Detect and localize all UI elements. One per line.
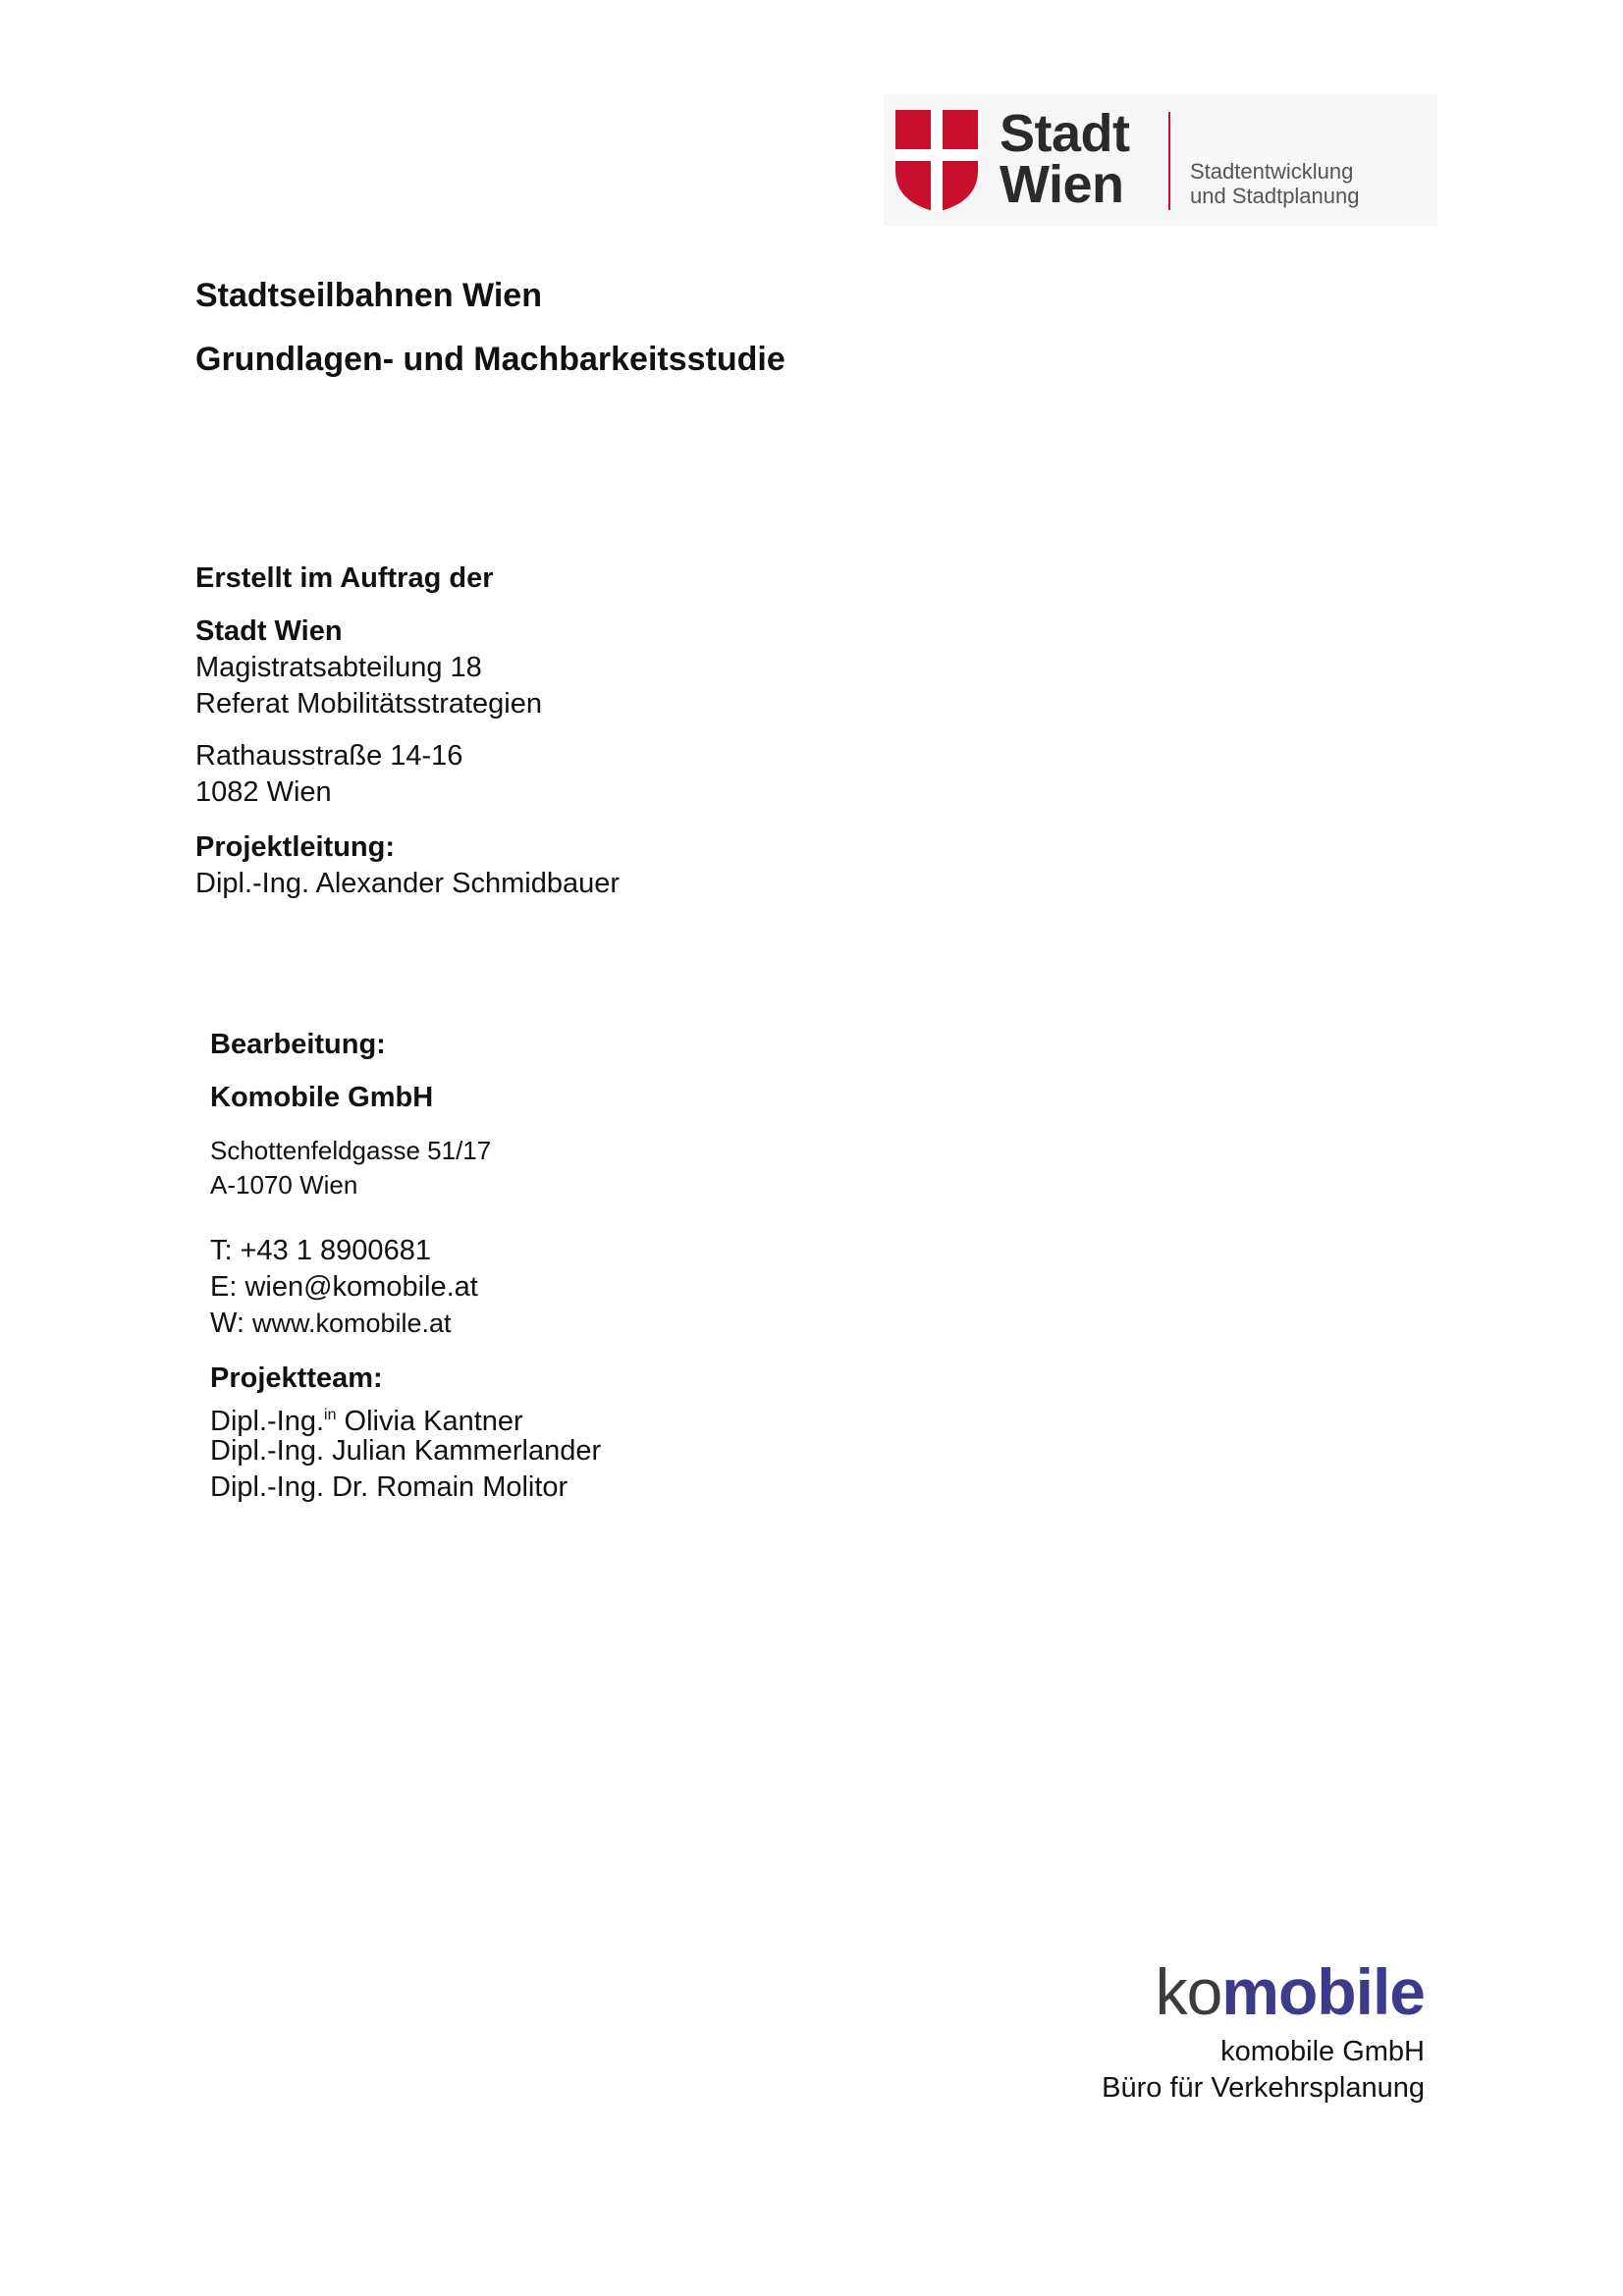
- logo-dept-line2: und Stadtplanung: [1190, 184, 1360, 208]
- team-member-title: Dipl.-Ing.: [210, 1406, 325, 1437]
- komobile-logo-part1: ko: [1155, 1955, 1222, 2028]
- komobile-logo: [1156, 1957, 1425, 2026]
- client-heading: Erstellt im Auftrag der: [195, 562, 494, 594]
- contractor-email: E: wien@komobile.at: [210, 1271, 478, 1303]
- client-city: 1082 Wien: [195, 776, 332, 808]
- logo-divider: [1168, 112, 1170, 210]
- komobile-company: komobile GmbH: [1220, 2036, 1425, 2067]
- logo-city-line1: Stadt: [1000, 104, 1130, 163]
- komobile-tagline: Büro für Verkehrsplanung: [1102, 2072, 1425, 2104]
- project-team-label: Projektteam:: [210, 1362, 383, 1394]
- vienna-shield-icon: [895, 110, 978, 212]
- contractor-web-prefix: W:: [210, 1308, 252, 1339]
- komobile-logo-part2: mobile: [1221, 1955, 1425, 2028]
- logo-city-name: [1000, 104, 1130, 214]
- contractor-heading: Bearbeitung:: [210, 1029, 386, 1060]
- team-member-name: Olivia Kantner: [336, 1406, 523, 1437]
- project-lead-label: Projektleitung:: [195, 831, 396, 863]
- contractor-name: Komobile GmbH: [210, 1082, 434, 1113]
- komobile-info: [1102, 2034, 1425, 2107]
- logo-dept-line1: Stadtentwicklung: [1190, 159, 1354, 184]
- client-unit: Referat Mobilitätsstrategien: [195, 688, 542, 720]
- team-member-title-suffix: in: [324, 1407, 337, 1423]
- document-subtitle: Grundlagen- und Machbarkeitsstudie: [195, 341, 785, 378]
- document-title: Stadtseilbahnen Wien: [195, 277, 542, 314]
- team-member: Dipl.-Ing. Dr. Romain Molitor: [210, 1471, 568, 1503]
- client-department: Magistratsabteilung 18: [195, 652, 482, 683]
- team-member: Dipl.-Ing. Julian Kammerlander: [210, 1435, 602, 1467]
- project-lead-name: Dipl.-Ing. Alexander Schmidbauer: [195, 868, 621, 899]
- contractor-web-link[interactable]: www.komobile.at: [251, 1308, 452, 1338]
- stadt-wien-logo: [884, 94, 1437, 226]
- logo-city-line2: Wien: [1000, 155, 1124, 214]
- client-name: Stadt Wien: [195, 615, 343, 647]
- contractor-city: A-1070 Wien: [210, 1170, 358, 1200]
- contractor-street: Schottenfeldgasse 51/17: [210, 1136, 492, 1165]
- logo-department: [1190, 159, 1360, 208]
- contractor-web-line: [210, 1306, 452, 1342]
- client-street: Rathausstraße 14-16: [195, 740, 463, 772]
- contractor-phone: T: +43 1 8900681: [210, 1235, 431, 1266]
